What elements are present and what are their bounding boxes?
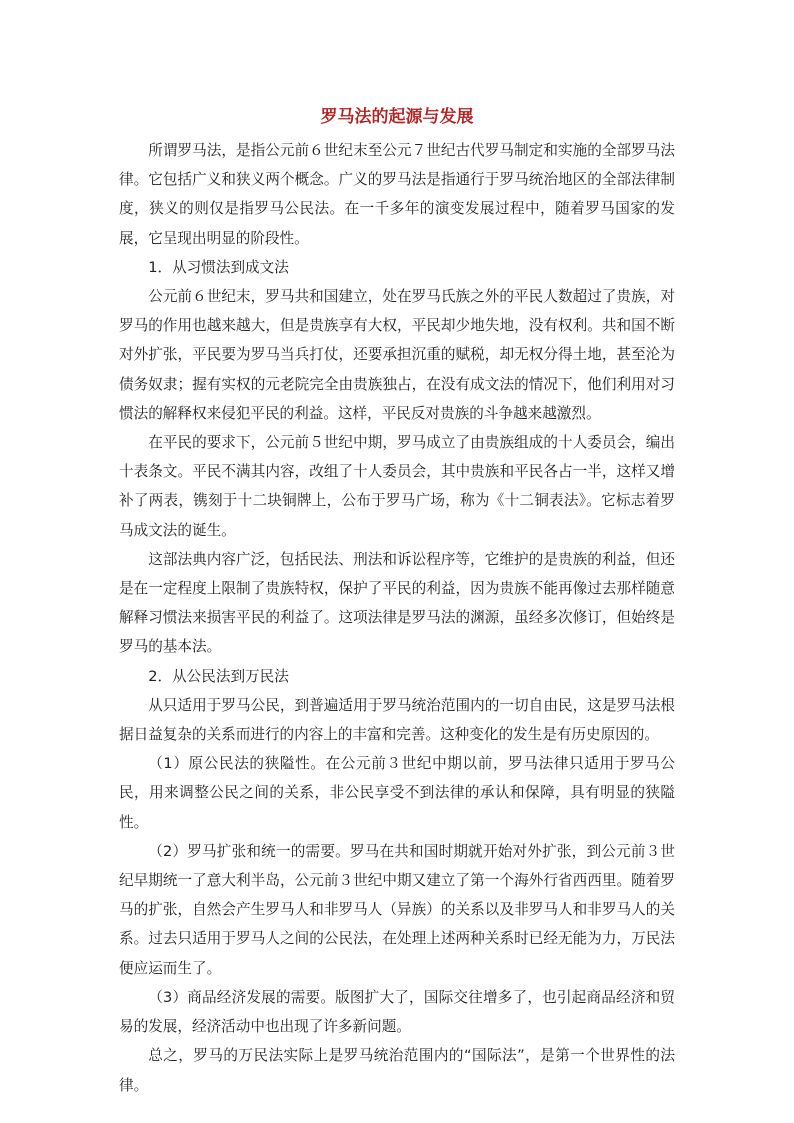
intro-paragraph: 所谓罗马法，是指公元前６世纪末至公元７世纪古代罗马制定和实施的全部罗马法律。它包括广义和狭义两个概念。广义的罗马法是指通行于罗马统治地区的全部法律制度，狭义的则仅是指罗马公民法。在一千多年的演变发展过程中，随着罗马国家的发展，它呈现出明显的阶段性。 [119,142,675,247]
paragraph: 在平民的要求下，公元前５世纪中期，罗马成立了由贵族组成的十人委员会，编出十表条文。平民不满其内容，改组了十人委员会，其中贵族和平民各占一半，这样又增补了两表，镌刻于十二块铜牌上，公布于罗马广场，称为《十二铜表法》。它标志着罗马成文法的诞生。 [119,434,675,539]
document-title: 罗马法的起源与发展 [320,107,474,127]
section-heading-1: 1．从习惯法到成文法 [148,258,289,276]
paragraph: 这部法典内容广泛，包括民法、刑法和诉讼程序等，它维护的是贵族的利益，但还是在一定程度上限制了贵族特权，保护了平民的利益，因为贵族不能再像过去那样随意解释习惯法来损害平民的利益了。这项法律是罗马法的渊源，虽经多次修订，但始终是罗马的基本法。 [119,550,675,656]
document-body [119,103,675,1100]
paragraph: 从只适用于罗马公民，到普遍适用于罗马统治范围内的一切自由民，这是罗马法根据日益复杂的关系而进行的内容上的丰富和完善。这种变化的发生是有历史原因的。 [119,696,675,744]
paragraph: 公元前６世纪末，罗马共和国建立，处在罗马氏族之外的平民人数超过了贵族，对罗马的作用也越来越大，但是贵族享有大权，平民却少地失地，没有权利。共和国不断对外扩张，平民要为罗马当兵打仗，还要承担沉重的赋税，却无权分得土地，甚至沦为债务奴隶；握有实权的元老院完全由贵族独占，在没有成文法的情况下，他们利用对习惯法的解释权来侵犯平民的利益。这样，平民反对贵族的斗争越来越激烈。 [119,288,675,422]
section-heading-2: 2．从公民法到万民法 [148,667,289,685]
paragraph: （1）原公民法的狭隘性。在公元前３世纪中期以前，罗马法律只适用于罗马公民，用来调整公民之间的关系，非公民享受不到法律的承认和保障，具有明显的狭隘性。 [119,755,675,831]
paragraph: 总之，罗马的万民法实际上是罗马统治范围内的“国际法”，是第一个世界性的法律。 [119,1047,675,1094]
paragraph: （2）罗马扩张和统一的需要。罗马在共和国时期就开始对外扩张，到公元前３世纪早期统一了意大利半岛，公元前３世纪中期又建立了第一个海外行省西西里。随着罗马的扩张，自然会产生罗马人和非罗马人（异族）的关系以及非罗马人和非罗马人的关系。过去只适用于罗马人之间的公民法，在处理上述两种关系时已经无能为力，万民法便应运而生了。 [119,842,675,977]
paragraph: （3）商品经济发展的需要。版图扩大了，国际交往增多了，也引起商品经济和贸易的发展，经济活动中也出现了许多新问题。 [119,988,675,1036]
